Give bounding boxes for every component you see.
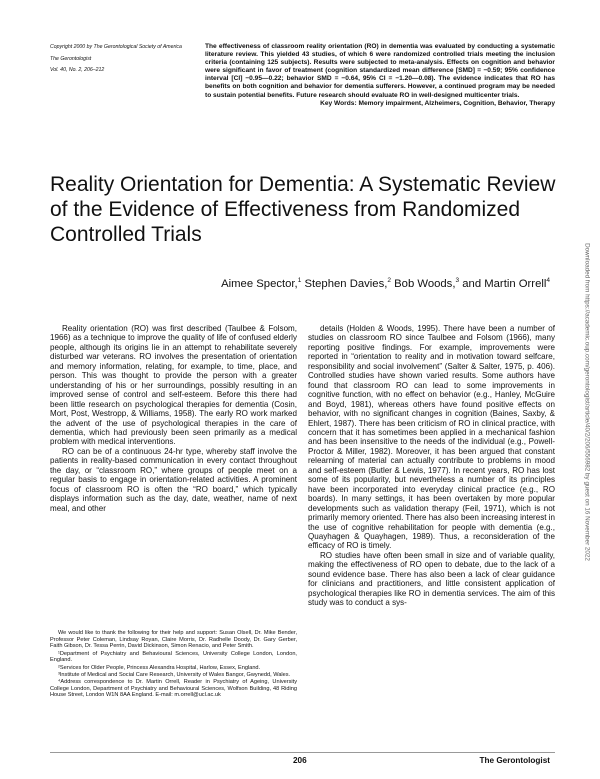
body-paragraph: Reality orientation (RO) was first described (Taulbee & Folsom, 1966) as a technique to improve the quality of life of confused elderly people, although its origins lie in an attempt to rehabilitate severely disturbed war veterans. RO involves the presentation of orientation and memory information, relating, for example, to time, place, and person. This was thought to provide the person with a greater understanding of his or her surroundings, possibly resulting in an improved sense of control and self-esteem. Before this there had been little research on psychological therapies for dementia (Cosin, Mort, Post, Westropp, & Williams, 1958). The early RO work marked the advent of the use of psychological therapies in the care of dementia, which had previously been seen primarily as a medical problem with medical interventions. xyxy=(50,324,297,447)
footer-divider xyxy=(50,752,555,753)
copyright-notice: Copyright 2000 by The Gerontological Society of America xyxy=(50,44,182,50)
article-title: Reality Orientation for Dementia: A Systematic Review of the Evidence of Effectiveness from Randomized Controlled Trials xyxy=(50,173,556,246)
journal-metadata xyxy=(50,44,200,79)
affiliation-note: ²Services for Older People, Princess Alexandra Hospital, Harlow, Essex, England. xyxy=(58,664,261,671)
footnotes xyxy=(50,630,297,700)
author-name: Aimee Spector, xyxy=(221,277,298,290)
body-paragraph: RO studies have often been small in size and of variable quality, making the effectiveness of RO open to debate, due to the lack of a sound evidence base. There has also been a lack of clear guidance for clinicians and practitioners, and little consistent application of psychological therapies like RO in dementia services. The aim of this study was to conduct a sys- xyxy=(308,550,555,608)
body-column-left xyxy=(50,324,297,513)
affiliation-note: ³Institute of Medical and Social Care Research, University of Wales Bangor, Gwynedd, Wales. xyxy=(58,671,291,678)
footer-journal-name: The Gerontologist xyxy=(479,756,550,765)
author-affiliation-mark: 3 xyxy=(455,277,460,284)
body-column-right xyxy=(308,324,555,608)
author-name: and Martin Orrell xyxy=(459,277,547,290)
author-affiliation-mark: 4 xyxy=(546,277,550,284)
abstract-text: The effectiveness of classroom reality orientation (RO) in dementia was evaluated by conducting a systematic literature review. This yielded 43 studies, of which 6 were randomized controlled trials meeting the inclusion criteria (containing 125 subjects). Results were subjected to meta-analysis. Effects on cognition and behavior were significant in favor of treatment (cognition standardized mean difference [SMD] = −0.59; 95% confidence interval [CI] −0.95—0.22; behavior SMD = −0.64, 95% CI = −1.20—0.08). The evidence indicates that RO has benefits on both cognition and behavior for dementia sufferers. However, a continued program may be needed to sustain potential benefits. Future research should evaluate RO in well-designed multicenter trials. xyxy=(205,43,555,99)
page-number: 206 xyxy=(293,756,307,765)
author-list xyxy=(221,277,550,290)
author-name: Bob Woods, xyxy=(391,277,456,290)
author-name: Stephen Davies, xyxy=(301,277,388,290)
abstract xyxy=(205,43,555,108)
body-paragraph: details (Holden & Woods, 1995). There have been a number of studies on classroom RO since Taulbee and Folsom (1966), many reporting positive findings. For example, improvements were reported in “orientation to reality and in motivation toward selfcare, responsibility and social involvement” (Salter & Salter, 1975, p. 406). Controlled studies have shown varied results. Some authors have found that classroom RO can lead to some improvements in cognitive function, with no effect on behavior (e.g., Hanley, McGuire and Boyd, 1981), whereas others have found positive effects on behavior, with no significant changes in cognition (Baines, Saxby, & Ehlert, 1987). There has been criticism of RO in clinical practice, with concern that it has sometimes been applied in a mechanical fashion and has been insensitive to the needs of the individual (e.g., Powell-Proctor & Miller, 1982). Moreover, it has been argued that constant relearning of material can actually contribute to problems in mood and self-esteem (Butler & Lewis, 1977). In recent years, RO has lost some of its popularity, but nevertheless a number of its principles have been incorporated into everyday clinical practice (e.g., RO boards). In many settings, it has been overtaken by more popular developments such as validation therapy (Feil, 1971), which is not primarily memory oriented. There has also been increasing interest in the use of cognitive rehabilitation for people with dementia (e.g., Quayhagen & Quayhagen, 1989). Thus, a reconsideration of the efficacy of RO is timely. xyxy=(308,324,555,551)
affiliation-note: ¹Department of Psychiatry and Behavioural Sciences, University College London, London, England. xyxy=(50,650,297,664)
author-affiliation-mark: 1 xyxy=(297,277,302,284)
body-paragraph: RO can be of a continuous 24-hr type, whereby staff involve the patients in reality-based communication in every contact throughout the day, or “classroom RO,” where groups of people meet on a regular basis to engage in orientation-related activities. A prominent focus of classroom RO is often the “RO board,” which typically displays information such as the day, date, weather, name of next meal, and other xyxy=(50,446,297,513)
journal-name: The Gerontologist xyxy=(50,55,92,62)
correspondence-note: ⁴Address correspondence to Dr. Martin Orrell, Reader in Psychiatry of Ageing, University College London, Department of Psychiatry and Behavioural Sciences, Wolfson Building, 48 Riding House Street, London W1N 8AA England. E-mail: m.orrell@ucl.ac.uk xyxy=(50,678,297,699)
author-affiliation-mark: 2 xyxy=(387,277,391,284)
keywords: Key Words: Memory impairment, Alzheimers, Cognition, Behavior, Therapy xyxy=(320,99,555,107)
download-watermark: Downloaded from https://academic.oup.com/gerontologist/article/40/2/206/556982 by guest on 16 November 2022 xyxy=(583,243,591,561)
acknowledgment-note: We would like to thank the following for their help and support: Susan Olsell, Dr. Mike Bender, Professor Peter Coleman, Lindsay Royan, Claire Morris, Dr. Radhelle Doody, Dr. Gary Gerber, Faith Gibson, Dr. Tessa Perrin, David Dickinson, Simon Renacio, and Peter Smith. xyxy=(50,630,297,650)
volume-info: Vol. 40, No. 2, 206–212 xyxy=(50,67,105,74)
